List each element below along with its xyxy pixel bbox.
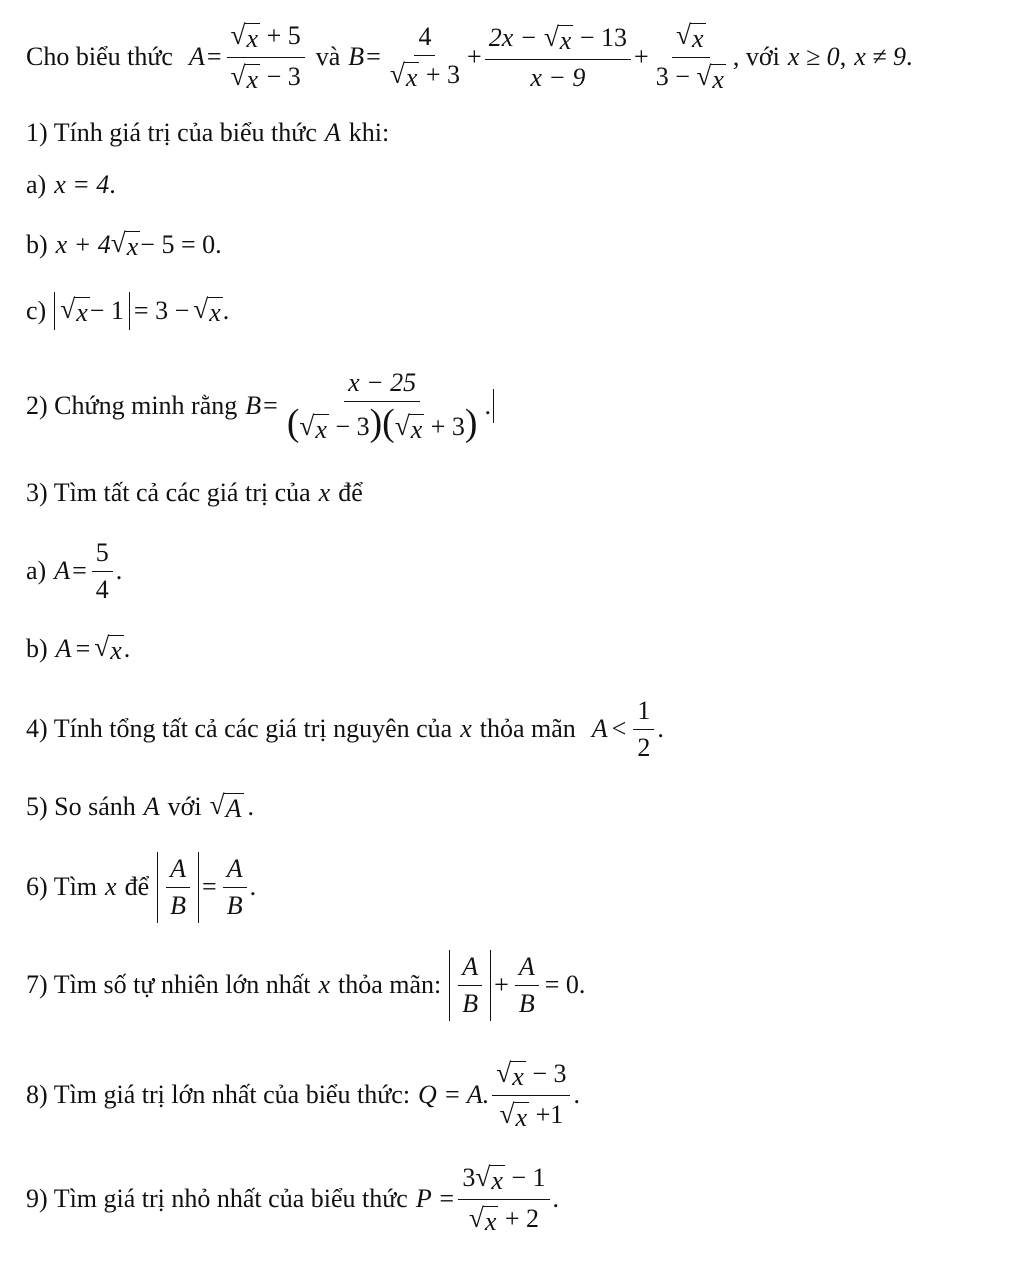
fraction-a [227,20,305,95]
math-text: +1 [535,1099,564,1129]
math-text: x [460,714,472,744]
math-text: . [249,872,257,902]
math-text: + 2 [504,1203,540,1233]
numerator: A [223,854,247,888]
math-text: B [245,391,262,421]
math-text: . [247,792,255,821]
parenthesis: ) [369,401,383,444]
math-text: x [515,1102,528,1132]
math-text: x [318,478,331,507]
numerator [227,20,305,58]
question-7 [26,950,1016,1021]
math-text: . [906,42,913,72]
math-text: . [123,634,131,663]
math-text: x + 4 [55,230,111,259]
square-root [496,1058,526,1092]
fraction [492,1058,570,1133]
intro-condition-prefix: , với [732,42,780,72]
math-text: x [712,64,724,94]
math-text: c) [26,296,47,325]
math-text: A [55,634,72,663]
math-text: . [222,296,230,325]
text-cursor [493,389,494,423]
math-text: 2) Chứng minh rằng [26,391,238,421]
math-text: 3 [462,1163,476,1192]
math-text: với [167,792,202,821]
radical-sign: √ [94,632,110,662]
condition-2: x ≠ 9 [854,42,906,72]
numerator [672,20,710,58]
question-5 [26,790,1016,824]
math-text: . [573,1080,580,1110]
numerator: 4 [414,22,435,56]
denominator [283,402,482,445]
math-text: = [263,391,278,421]
fraction [458,952,482,1019]
denominator [386,56,464,93]
fraction [633,696,654,763]
radical-sign: √ [468,1202,484,1233]
math-text: thỏa mãn: [338,970,442,1000]
math-text: x [209,298,221,327]
math-text: . [215,230,222,259]
radical-sign: √ [60,294,76,324]
fraction [515,952,539,1019]
radical-sign: √ [110,228,126,258]
math-text: . [657,714,664,744]
square-root [696,61,726,95]
math-text: 3 − [655,61,690,91]
parenthesis: ( [286,401,300,444]
fraction-b-proof [283,368,482,445]
math-text: = [206,42,222,72]
math-text: x [405,62,418,92]
math-text: 9) Tìm giá trị nhỏ nhất của biểu thức [26,1184,408,1214]
radical-sign: √ [499,1098,515,1129]
math-text: x [484,1206,497,1236]
math-text: để [338,478,363,507]
square-root [544,22,574,56]
math-text: để [124,872,150,902]
math-text: . [109,170,116,199]
fraction [458,1162,549,1237]
math-text: P = [415,1184,456,1214]
numerator [485,22,631,60]
math-text: + 3 [425,59,461,89]
math-text: = [72,556,87,586]
math-text: + [634,42,649,72]
math-text: 3) Tìm tất cả các giá trị của [26,478,311,507]
absolute-value [449,950,491,1021]
math-text: , [839,42,847,72]
question-4 [26,696,1016,763]
math-text: 2x − [488,23,538,52]
math-text: x [410,414,423,444]
math-text: b) [26,634,48,663]
math-text: A [143,792,160,821]
square-root [390,59,420,93]
math-text: = 3 − [133,296,190,325]
numerator [492,1058,570,1096]
math-text: + 3 [430,411,465,441]
math-text: . [578,970,586,1000]
math-text: a) [26,556,47,586]
radical-sign: √ [389,58,405,89]
math-text: A [54,556,71,586]
parenthesis: ) [464,401,478,444]
radical-sign: √ [299,410,315,441]
math-text: x [126,232,139,261]
math-text: = [202,872,217,902]
math-text: − 3 [532,1059,567,1088]
denominator: 4 [95,574,109,604]
math-text: Q = A. [418,1080,490,1110]
square-root [676,20,706,54]
math-text: a) [26,170,47,199]
radical-sign: √ [496,1058,512,1088]
absolute-value [157,852,199,923]
math-text: x [76,298,88,327]
fraction [166,854,190,921]
math-text: x [315,414,327,444]
var-a: A [188,42,205,72]
math-text: = [366,42,381,72]
math-text: thỏa mãn [479,714,576,744]
fraction [92,538,113,605]
radical-sign: √ [676,20,691,50]
condition-1: x ≥ 0 [787,42,840,72]
numerator [458,1162,549,1200]
math-text: + 5 [266,21,301,50]
math-text: x [491,1166,503,1195]
numerator: A [515,952,539,986]
question-3 [26,478,1016,508]
parenthesis: ( [382,401,395,444]
denominator: B [518,988,535,1018]
math-text: x [246,64,259,94]
square-root [94,632,124,666]
question-3b [26,632,1016,666]
question-8 [26,1058,1016,1133]
square-root [469,1203,499,1237]
denominator [652,58,730,95]
numerator: 1 [633,696,654,730]
square-root [231,61,261,95]
square-root [395,411,425,445]
math-text: − 1 [511,1163,546,1192]
math-text: A [591,714,608,744]
radical-sign: √ [209,790,225,820]
square-root [210,790,244,824]
numerator: x − 25 [344,368,420,402]
absolute-value [54,292,130,330]
denominator: B [226,890,243,920]
radical-sign: √ [696,60,712,91]
numerator: A [458,952,482,986]
question-1b [26,228,1016,262]
denominator [496,1096,568,1133]
math-text: x [692,24,704,53]
numerator: A [166,854,190,888]
math-text: < [611,714,627,744]
radical-sign: √ [230,20,246,50]
math-text: − 5 = 0 [140,230,216,259]
square-root [475,1162,505,1196]
square-root [60,294,90,328]
math-text: − 13 [579,23,628,52]
fraction-b-term2 [485,22,631,93]
intro-line [26,20,1016,95]
math-text: x [105,872,117,902]
sqrt-x [231,20,261,54]
math-text: + [467,42,482,72]
math-text: A [225,794,242,823]
math-text: = 0 [544,970,579,1000]
question-6 [26,852,1016,923]
numerator: 5 [92,538,113,572]
denominator: B [170,890,187,920]
math-text: 6) Tìm [26,872,98,902]
fraction-b-term3 [652,20,730,95]
var-b: B [348,42,365,72]
math-text: x [246,24,259,53]
fraction [223,854,247,921]
math-text: x [559,26,572,55]
square-root [299,411,329,445]
math-text: x [110,636,122,665]
math-text: = [75,634,91,663]
radical-sign: √ [193,294,209,324]
math-text: . [484,391,491,421]
math-text: 5) So sánh [26,792,136,821]
math-text: − 3 [266,61,301,91]
question-1a [26,170,1016,200]
radical-sign: √ [543,22,559,52]
fraction-b-term1 [386,22,464,93]
math-text: − 1 [89,296,124,325]
question-9 [26,1162,1016,1237]
radical-sign: √ [394,410,410,441]
math-text: − 3 [335,411,370,441]
denominator: x − 9 [530,62,586,92]
math-text: 7) Tìm số tự nhiên lớn nhất [26,970,311,1000]
intro-and: và [315,42,341,72]
square-root [111,228,141,262]
math-text: 8) Tìm giá trị lớn nhất của biểu thức: [26,1080,411,1110]
question-1 [26,118,1016,148]
question-3a [26,538,1016,605]
denominator [227,58,305,95]
math-text: . [552,1184,560,1214]
math-text: 4) Tính tổng tất cả các giá trị nguyên của [26,714,453,744]
denominator: 2 [637,732,651,762]
math-text: khi: [348,118,390,147]
math-text: x = 4 [54,170,110,199]
math-text: + [494,970,509,1000]
math-text: 1) Tính giá trị của biểu thức [26,118,317,147]
math-text: x [318,970,330,1000]
denominator: B [462,988,479,1018]
question-2 [26,368,1016,445]
math-text: x [512,1062,524,1091]
radical-sign: √ [230,60,246,91]
square-root [500,1099,530,1133]
intro-lead: Cho biểu thức [26,42,173,72]
denominator [465,1200,543,1237]
math-text: . [115,556,123,586]
radical-sign: √ [475,1162,491,1192]
question-1c [26,292,1016,330]
math-text: b) [26,230,48,259]
math-text: A [324,118,341,147]
square-root [193,294,223,328]
